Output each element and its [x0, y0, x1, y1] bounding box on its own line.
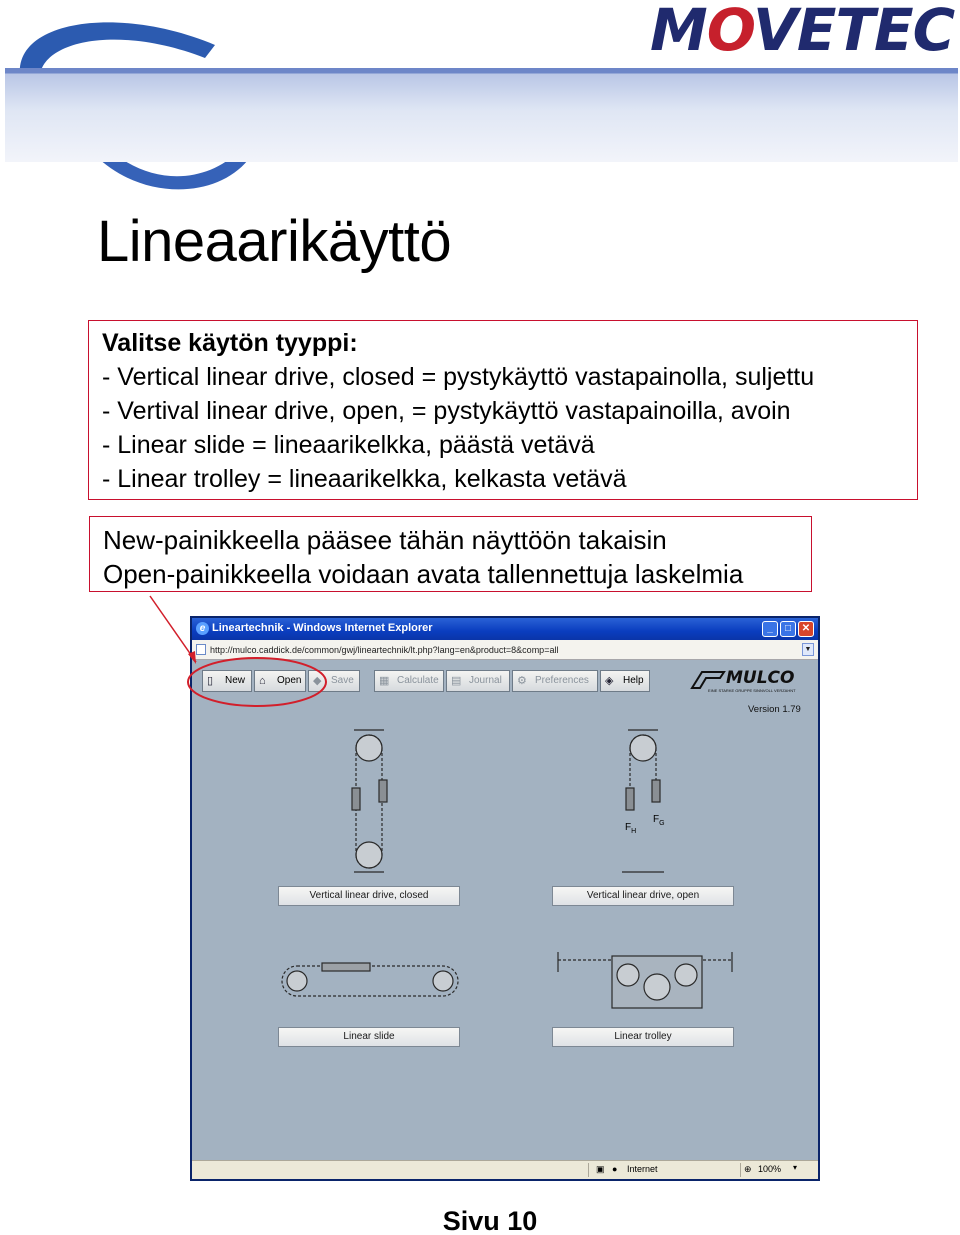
ie-icon: e [196, 622, 209, 635]
version-label: Version 1.79 [748, 704, 801, 715]
maximize-icon[interactable]: □ [780, 621, 796, 637]
note-line: New-painikkeella pääsee tähän näyttöön takaisin [103, 525, 667, 555]
note-line: - Vertical linear drive, closed = pystykäyttö vastapainolla, suljettu [102, 363, 815, 391]
drive-type-note [88, 320, 918, 500]
open-folder-icon: ⌂ [259, 675, 266, 687]
drive-diagrams [192, 660, 818, 1160]
toolbar-new-button[interactable]: ▯ New [202, 670, 252, 692]
mulco-logo: MULCO EINE STARKE GRUPPE SINNVOLL VERZAHNT [690, 668, 810, 698]
browser-window [190, 616, 820, 1181]
lock-icon: ▣ [596, 1164, 605, 1174]
application-area [192, 660, 818, 1160]
new-page-icon: ▯ [207, 675, 214, 687]
linear-slide-button[interactable]: Linear slide [278, 1027, 460, 1047]
toolbar-save-button[interactable]: ◆ Save [308, 670, 360, 692]
page-number: Sivu 10 [442, 1206, 538, 1235]
toolbar-help-button[interactable]: ◈ Help [600, 670, 650, 692]
note-heading: Valitse käytön tyyppi: [102, 329, 358, 357]
note-line: Open-painikkeella voidaan avata tallennettuja laskelmia [103, 559, 744, 589]
force-label-fh: $F_H$ [625, 822, 637, 835]
header-band [5, 68, 958, 162]
linear-trolley-diagram [558, 952, 732, 1008]
address-bar[interactable] [192, 640, 818, 660]
status-bar [192, 1160, 818, 1179]
vertical-closed-diagram [352, 730, 387, 872]
close-icon[interactable]: ✕ [798, 621, 814, 637]
zoom-level[interactable]: 100% [758, 1164, 782, 1174]
vertical-open-diagram [622, 730, 664, 872]
toolbar-open-button[interactable]: ⌂ Open [254, 670, 306, 692]
page-icon [196, 644, 206, 655]
note-line: - Linear slide = lineaarikelkka, päästä vetävä [102, 431, 595, 459]
window-titlebar [192, 618, 818, 640]
journal-icon: ▤ [451, 675, 462, 687]
toolbar-journal-button[interactable]: ▤ Journal [446, 670, 510, 692]
minimize-icon[interactable]: _ [762, 621, 778, 637]
buttons-note [89, 516, 812, 592]
window-title: Lineartechnik - Windows Internet Explorer [212, 622, 433, 634]
save-disk-icon: ◆ [313, 675, 322, 687]
vertical-closed-button[interactable]: Vertical linear drive, closed [278, 886, 460, 906]
help-book-icon: ◈ [605, 675, 614, 687]
globe-icon: ● [612, 1164, 618, 1174]
note-line: - Linear trolley = lineaarikelkka, kelkasta vetävä [102, 465, 627, 493]
zoom-icon[interactable]: ⊕ [744, 1164, 752, 1174]
vertical-open-button[interactable]: Vertical linear drive, open [552, 886, 734, 906]
preferences-icon: ⚙ [517, 675, 527, 687]
linear-trolley-button[interactable]: Linear trolley [552, 1027, 734, 1047]
calculator-icon: ▦ [379, 675, 390, 687]
address-url[interactable]: http://mulco.caddick.de/common/gwj/lineartechnik/lt.php?lang=en&product=8&comp=all [210, 645, 559, 655]
status-zone: Internet [627, 1164, 658, 1174]
zoom-dropdown-icon[interactable]: ▾ [793, 1163, 798, 1172]
toolbar-calculate-button[interactable]: ▦ Calculate [374, 670, 444, 692]
force-label-fg: $F_G$ [653, 814, 665, 827]
linear-slide-diagram [282, 963, 458, 996]
movetec-logo: MOVETEC [650, 0, 955, 64]
note-line: - Vertival linear drive, open, = pystykäyttö vastapainoilla, avoin [102, 397, 791, 425]
address-dropdown-icon[interactable]: ▼ [802, 643, 814, 656]
page-title: Lineaarikäyttö [97, 209, 452, 274]
toolbar-preferences-button[interactable]: ⚙ Preferences [512, 670, 598, 692]
